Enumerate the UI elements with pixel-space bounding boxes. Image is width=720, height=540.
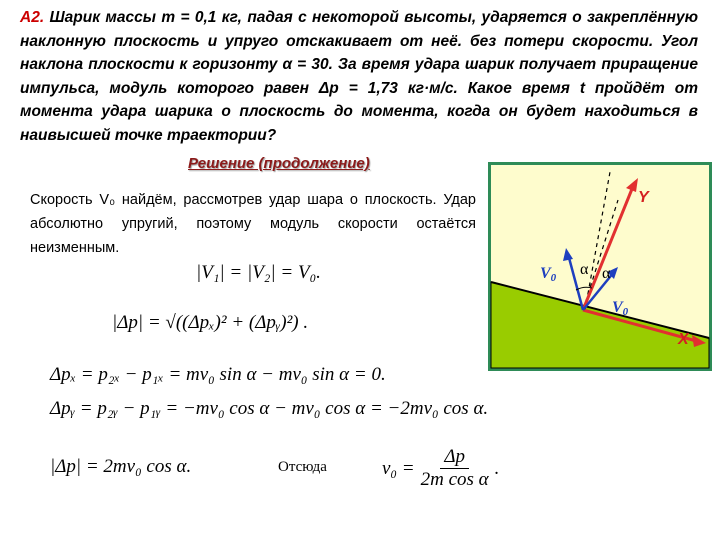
v0-label-right: V0 bbox=[612, 299, 629, 318]
formula-v0 bbox=[382, 446, 499, 491]
formula-v0-end: . bbox=[494, 457, 500, 479]
formula-v0-denominator: 2m cos α bbox=[420, 469, 489, 490]
problem-statement bbox=[20, 6, 698, 147]
formula-v0-left: v₀ = bbox=[382, 457, 415, 479]
collision-diagram bbox=[488, 162, 712, 371]
problem-text: Шарик массы m = 0,1 кг, падая с некоторой высоты, ударяется о закреплённую наклонную плоскость и упруго отскакивает от неё. без потери скорости. Угол наклона плоскости к горизонту α = 30. За время удара шарик получает приращение импульса, модуль которого равен Δp = 1,73 кг·м/с. Какое время t пройдёт от момента удара шарика о плоскость до момента, когда он будет находиться в наивысшей точке траектории? bbox=[20, 9, 698, 144]
solution-text: Скорость V₀ найдём, рассмотрев удар шара о плоскость. Удар абсолютно упругий, поэтому модуль скорости остаётся неизменным. bbox=[30, 192, 476, 256]
solution-title: Решение (продолжение) bbox=[188, 155, 370, 172]
v0-label-left: V0 bbox=[540, 265, 557, 284]
formula-momentum-y: Δpᵧ = p₂ᵧ − p₁ᵧ = −mv₀ cos α − mv₀ cos α = −2mv₀ cos α. bbox=[50, 398, 489, 419]
formula-velocity-equal: |V₁| = |V₂| = V₀. bbox=[196, 262, 321, 283]
formula-v0-fraction bbox=[421, 446, 489, 491]
problem-number: А2. bbox=[20, 9, 45, 26]
alpha-label-right: α bbox=[602, 265, 611, 282]
formula-momentum-x: Δpₓ = p₂ₓ − p₁ₓ = mv₀ sin α − mv₀ sin α = 0. bbox=[50, 364, 386, 385]
formula-momentum-result: |Δp| = 2mv₀ cos α. bbox=[50, 456, 192, 477]
y-axis-label: Y bbox=[638, 189, 649, 206]
formula-v0-numerator: Δp bbox=[440, 446, 469, 469]
hence-label: Отсюда bbox=[278, 459, 327, 475]
formula-momentum-modulus: |Δp| = √((Δpₓ)² + (Δpᵧ)²) . bbox=[112, 312, 309, 333]
x-axis-label: X bbox=[678, 331, 689, 348]
alpha-label-left: α bbox=[580, 261, 589, 278]
